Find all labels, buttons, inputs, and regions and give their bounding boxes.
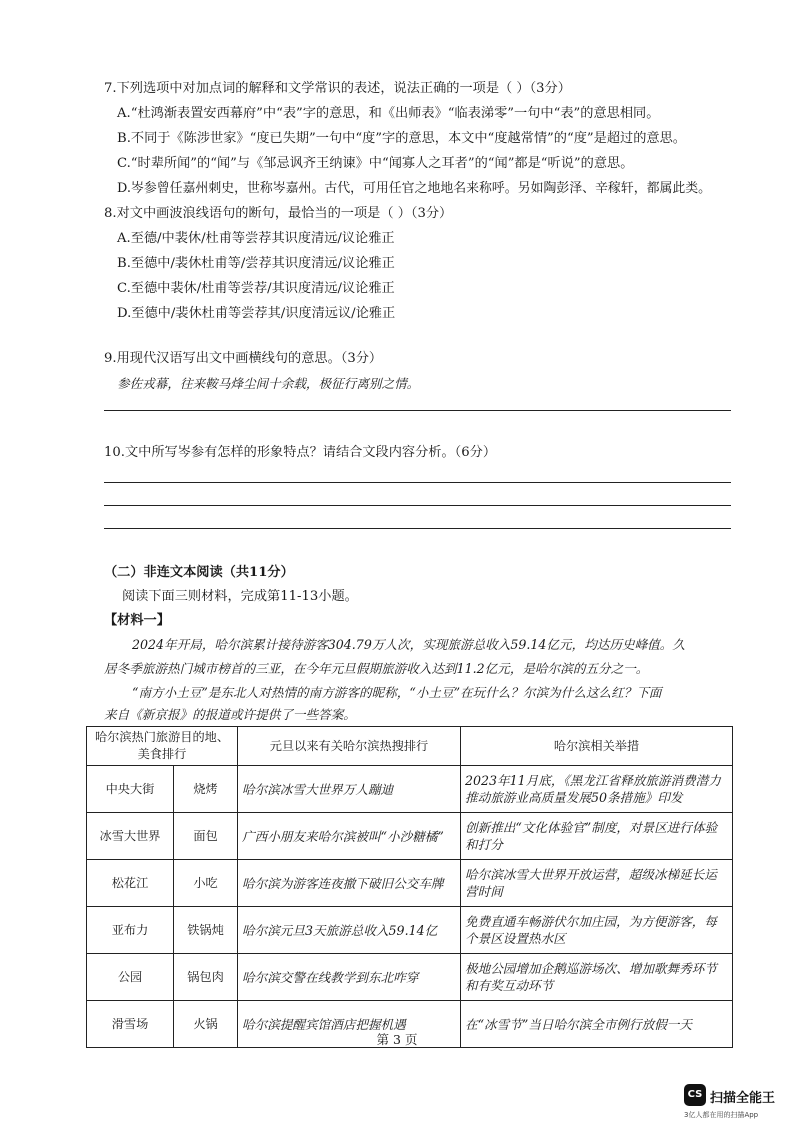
table-cell-food: 烧烤	[174, 766, 238, 813]
answer-line	[104, 482, 731, 483]
answer-line	[104, 410, 731, 411]
material-table	[86, 726, 733, 1048]
table-cell-food: 面包	[174, 813, 238, 860]
table-cell-food: 小吃	[174, 860, 238, 907]
q9-sentence: 参佐戎幕，往来鞍马烽尘间十余载，极征行离别之情。	[117, 376, 420, 391]
section-heading: （二）非连文本阅读（共11分）	[104, 565, 294, 580]
table-cell-search: 哈尔滨为游客连夜撤下破旧公交车牌	[238, 860, 461, 907]
table-cell-measure: 创新推出“文化体验官”制度，对景区进行体验和打分	[461, 813, 733, 860]
table-cell-search: 广西小朋友来哈尔滨被叫“小沙糖橘”	[238, 813, 461, 860]
material-paragraph: 来自《新京报》的报道或许提供了一些答案。	[104, 707, 356, 722]
table-row	[87, 907, 733, 954]
table-cell-measure: 在“冰雪节”当日哈尔滨全市例行放假一天	[461, 1001, 733, 1048]
table-cell-measure: 哈尔滨冰雪大世界开放运营，超级冰梯延长运营时间	[461, 860, 733, 907]
q8-option-c: C.至德中裴休/杜甫等尝荐/其识度清远/议论雅正	[117, 281, 395, 296]
table-cell-food: 铁锅炖	[174, 907, 238, 954]
q8-option-a: A.至德/中裴休/杜甫等尝荐其识度清远/议论雅正	[117, 231, 395, 246]
table-cell-search: 哈尔滨提醒宾馆酒店把握机遇	[238, 1001, 461, 1048]
q7-stem: 7.下列选项中对加点词的解释和文学常识的表述，说法正确的一项是（ ）（3分）	[104, 81, 571, 96]
q9-stem: 9.用现代汉语写出文中画横线句的意思。（3分）	[104, 351, 383, 366]
q8-option-b: B.至德中/裴休杜甫等/尝荐其识度清远/议论雅正	[117, 256, 395, 271]
q7-option-b: B.不同于《陈涉世家》“度已失期”一句中“度”字的意思，本文中“度越常情”的“度”是超过的意思。	[117, 131, 686, 146]
answer-line	[104, 528, 731, 529]
table-cell-measure: 2023年11月底，《黑龙江省释放旅游消费潜力推动旅游业高质量发展50条措施》印发	[461, 766, 733, 813]
table-cell-food: 锅包肉	[174, 954, 238, 1001]
table-row	[87, 813, 733, 860]
table-cell-measure: 极地公园增加企鹅巡游场次、增加歌舞秀环节和有奖互动环节	[461, 954, 733, 1001]
table-cell-place: 冰雪大世界	[87, 813, 174, 860]
table-cell-place: 松花江	[87, 860, 174, 907]
table-cell-food: 火锅	[174, 1001, 238, 1048]
table-row	[87, 766, 733, 813]
table-row	[87, 860, 733, 907]
q7-option-c: C.“时辈所闻”的“闻”与《邹忌讽齐王纳谏》中“闻寡人之耳者”的“闻”都是“听说”的意思。	[117, 156, 634, 171]
material-label: 【材料一】	[104, 613, 170, 628]
q7-option-a: A.“杜鸿渐表置安西幕府”中“表”字的意思，和《出师表》“临表涕零”一句中“表”的意思相同。	[117, 106, 660, 121]
q8-option-d: D.至德中/裴休杜甫等尝荐其/识度清远议/论雅正	[117, 306, 396, 321]
material-paragraph: “南方小土豆”是东北人对热情的南方游客的昵称，“小土豆”在玩什么？尔滨为什么这么红？下面	[132, 685, 662, 700]
scanner-logo-icon: CS	[684, 1084, 706, 1106]
table-cell-place: 滑雪场	[87, 1001, 174, 1048]
table-cell-measure: 免费直通车畅游伏尔加庄园，为方便游客，每个景区设置热水区	[461, 907, 733, 954]
table-cell-search: 哈尔滨元旦3天旅游总收入59.14亿	[238, 907, 461, 954]
scanner-tagline: 3亿人都在用的扫描App	[684, 1111, 759, 1119]
section-instruction: 阅读下面三则材料，完成第11-13小题。	[122, 589, 358, 604]
q7-option-d: D.岑参曾任嘉州刺史，世称岑嘉州。古代，可用任官之地地名来称呼。另如陶彭泽、辛稼轩，都属此类。	[117, 181, 712, 196]
table-row	[87, 954, 733, 1001]
material-paragraph: 2024年开局，哈尔滨累计接待游客304.79万人次，实现旅游总收入59.14亿元，均达历史峰值。久	[132, 637, 685, 652]
table-cell-place: 公园	[87, 954, 174, 1001]
answer-line	[104, 505, 731, 506]
table-cell-place: 亚布力	[87, 907, 174, 954]
table-header: 哈尔滨热门旅游目的地、美食排行	[87, 727, 238, 766]
table-header: 哈尔滨相关举措	[461, 727, 733, 766]
table-cell-search: 哈尔滨交警在线教学到东北咋穿	[238, 954, 461, 1001]
page-number: 第 3 页	[376, 1032, 418, 1047]
scanner-app-name: 扫描全能王	[710, 1091, 776, 1106]
table-header: 元旦以来有关哈尔滨热搜排行	[238, 727, 461, 766]
material-paragraph: 居冬季旅游热门城市榜首的三亚，在今年元旦假期旅游收入达到11.2亿元，是哈尔滨的五分之一。	[104, 661, 649, 676]
q10-stem: 10.文中所写岑参有怎样的形象特点？请结合文段内容分析。（6分）	[104, 445, 497, 460]
table-cell-search: 哈尔滨冰雪大世界万人蹦迪	[238, 766, 461, 813]
q8-stem: 8.对文中画波浪线语句的断句，最恰当的一项是（ ）（3分）	[104, 206, 453, 221]
table-cell-place: 中央大街	[87, 766, 174, 813]
table-header-row	[87, 727, 733, 766]
